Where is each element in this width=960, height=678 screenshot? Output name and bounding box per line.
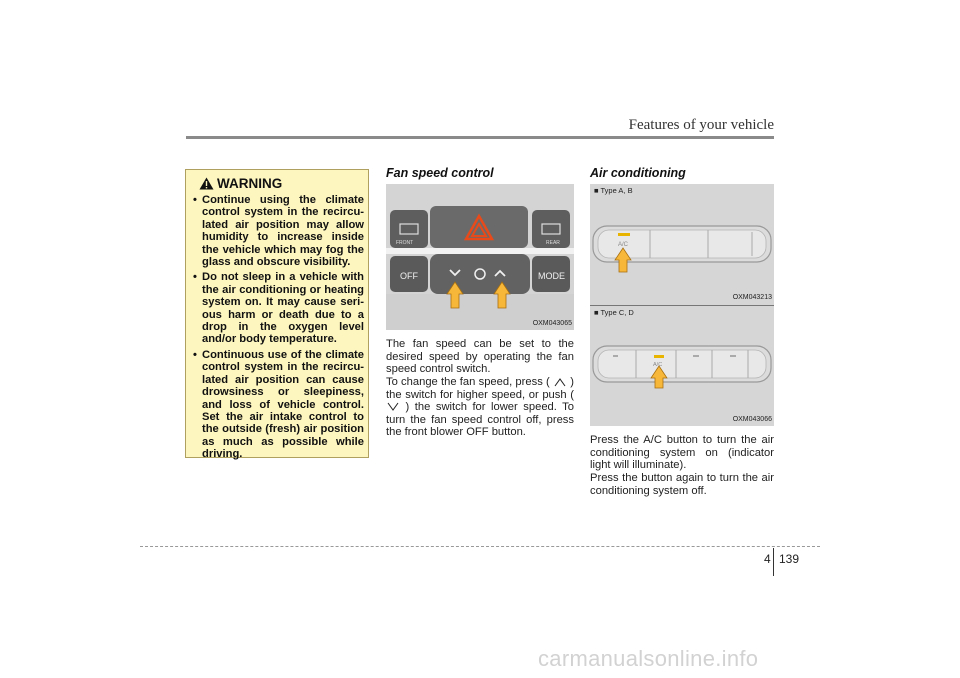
mode-label: MODE xyxy=(538,271,565,281)
fan-paragraph-1: The fan speed can be set to the desired speed by operating the fan speed control switch. xyxy=(386,338,574,376)
off-label: OFF xyxy=(400,271,418,281)
ac-ab-image-code: OXM043213 xyxy=(732,294,772,301)
ac-type-ab-photo xyxy=(590,184,774,306)
warning-triangle-icon xyxy=(199,177,214,190)
warning-item: • Continuous use of the climate control system in the recircu-lated air position can cause drowsiness or sleepiness, and loss of vehicle control. Set the air intake control to the outside (fresh) air position as much as possible while driving. xyxy=(193,348,364,461)
front-label: FRONT xyxy=(396,240,414,246)
ac-cd-image-code: OXM043066 xyxy=(732,416,772,423)
page-number: 139 xyxy=(779,552,800,566)
warning-item: • Continue using the climate control system in the recircu-lated air position may allow humidity to increase inside the vehicle which may fog the glass and obscure visibility. xyxy=(193,194,364,269)
chapter-number: 4 xyxy=(764,552,771,566)
fan-panel-illustration xyxy=(386,184,574,330)
ac-type-cd-photo xyxy=(590,306,774,426)
ac-cd-illustration xyxy=(590,306,774,426)
footer-separator xyxy=(773,548,774,576)
rear-label: REAR xyxy=(546,240,560,246)
fan-down-symbol-icon xyxy=(386,402,400,412)
footer-rule xyxy=(140,546,820,547)
ac-ab-button-label: A/C xyxy=(618,242,629,248)
watermark[interactable]: carmanualsonline.info xyxy=(538,646,759,671)
ac-ab-illustration xyxy=(590,184,774,306)
ac-paragraph-2: Press the button again to turn the air conditioning system off. xyxy=(590,472,774,497)
warning-box xyxy=(185,169,369,461)
ac-type-cd-label: ■ Type C, D xyxy=(594,308,634,317)
ac-cd-button-label: A/C xyxy=(653,362,663,368)
ac-type-ab-label: ■ Type A, B xyxy=(594,186,633,195)
warning-list xyxy=(192,194,364,464)
fan-up-symbol-icon xyxy=(553,377,567,387)
fan-control-photo xyxy=(386,184,574,330)
fan-paragraph-2: To change the fan speed, press ( ) the switch for higher speed, or push ( ) the switch for lower speed. To turn the fan speed control off, press the front blower OFF button. xyxy=(386,376,574,439)
warning-title: WARNING xyxy=(217,176,283,191)
header-rule xyxy=(186,136,774,139)
running-header: Features of your vehicle xyxy=(628,117,774,133)
fan-image-code: OXM043065 xyxy=(532,320,572,327)
ac-paragraph-1: Press the A/C button to turn the air conditioning system on (indicator light will illuminate). xyxy=(590,434,774,472)
warning-item: • Do not sleep in a vehicle with the air conditioning or heating system on. It may cause seri-ous harm or death due to a drop in the oxygen level and/or body temperature. xyxy=(193,271,364,346)
fan-section-title: Fan speed control xyxy=(386,166,494,180)
ac-section-title: Air conditioning xyxy=(590,166,686,180)
warning-heading xyxy=(199,176,282,191)
